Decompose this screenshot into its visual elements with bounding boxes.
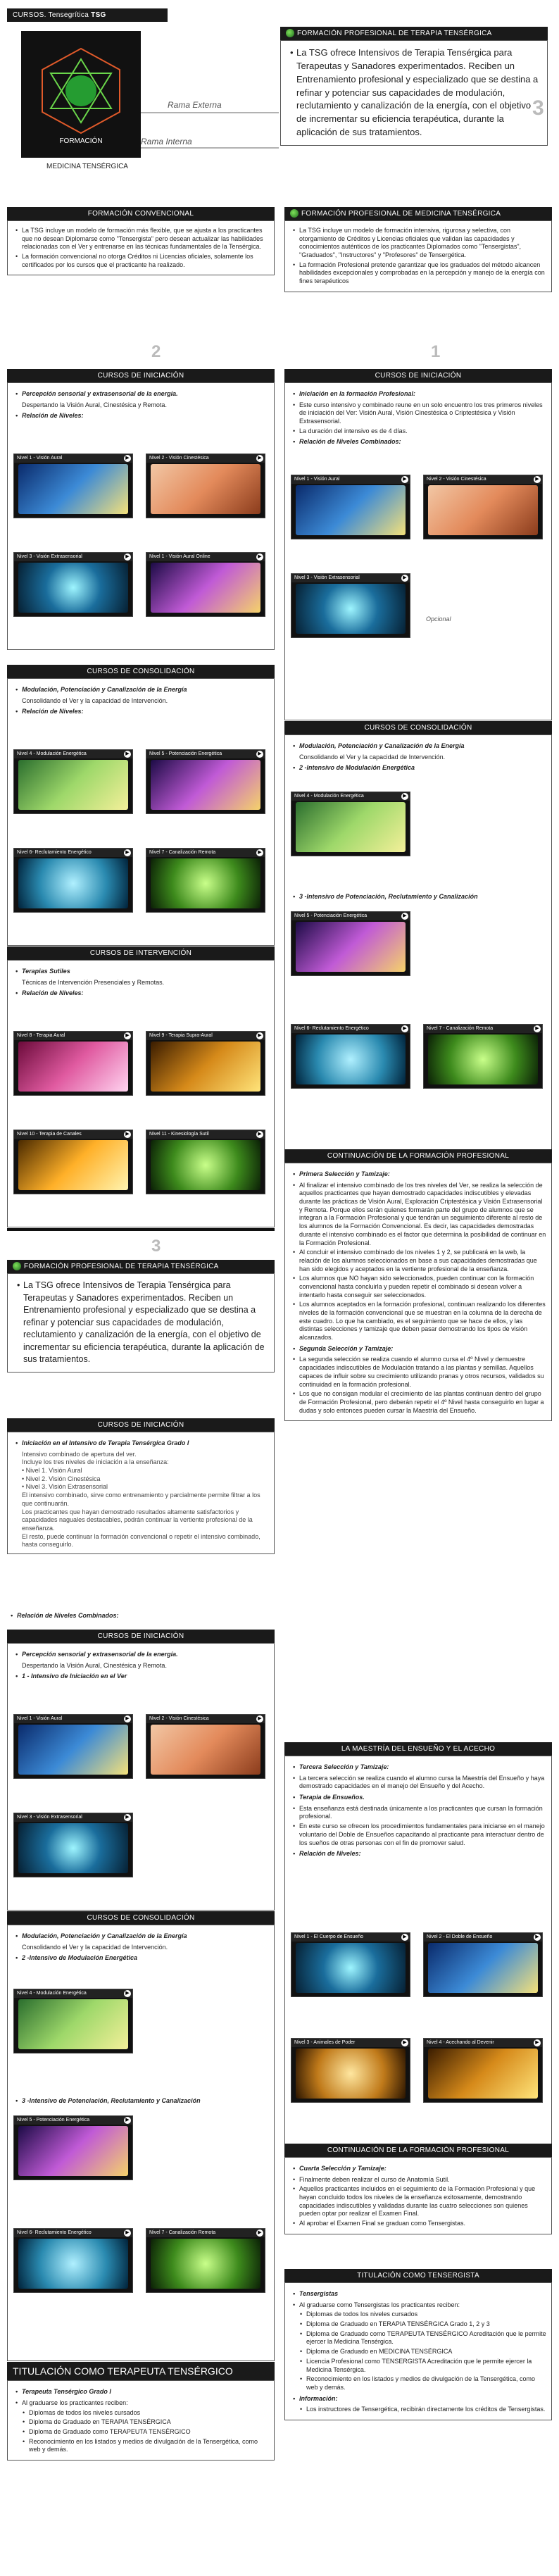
play-icon: ▶ <box>534 2039 541 2046</box>
divider <box>7 1228 275 1231</box>
right-con-item-2: • 3 -Intensivo de Potenciación, Reclutamiento y Canalización <box>289 893 478 901</box>
left-ini3-thumb-1[interactable] <box>13 1714 133 1779</box>
left-ini-thumb-2[interactable] <box>146 454 265 518</box>
left-int-thumb-3[interactable] <box>13 1130 133 1194</box>
step-3-marker: 3 <box>532 96 544 120</box>
left-ini-thumb-2-label: Nivel 2 - Visión Cinestésica <box>146 454 265 463</box>
right-con-thumb-1-label: Nivel 4 - Modulación Energética <box>291 792 410 801</box>
rama-interna-label: Rama Interna <box>141 137 192 146</box>
right-tit-heading: • Tensergistas <box>289 2290 547 2299</box>
left-ini-sub: Despertando la Visión Aural, Cinestésica y Remota. <box>22 401 167 408</box>
right-cont2-heading: • Cuarta Selección y Tamizaje: <box>289 2165 547 2173</box>
left-rel-comb: • Relación de Niveles Combinados: <box>7 1612 559 1620</box>
left-ini-thumb-4[interactable] <box>146 552 265 617</box>
right-cont2-title: CONTINUACIÓN DE LA FORMACIÓN PROFESIONAL <box>284 2144 552 2157</box>
left-ini2-line: El resto, puede continuar la formación convencional o repetir el intensivo combinado, hasta conseguirlo. <box>22 1532 260 1549</box>
play-icon: ▶ <box>401 793 408 800</box>
right-ini-bullet-2: • La duración del intensivo es de 4 días. <box>289 427 547 436</box>
left-ini3-thumb-3[interactable] <box>13 1813 133 1877</box>
right-mae-thumb-1[interactable] <box>291 1932 410 1997</box>
play-icon: ▶ <box>124 2117 131 2124</box>
left-con-rel: • Relación de Niveles: <box>12 708 270 716</box>
right-con-thumb-3[interactable] <box>291 1024 410 1089</box>
right-mae-thumb-4-label: Nivel 4 - Acechando al Devenir <box>424 2039 542 2047</box>
tsg-top-header <box>280 27 548 40</box>
left-int-rel: • Relación de Niveles: <box>12 989 270 998</box>
step-1-marker: 1 <box>431 342 441 361</box>
left-con-thumb-3-label: Nivel 6- Reclutamiento Energético <box>14 849 132 857</box>
left-int-thumb-3-label: Nivel 10 - Terapia de Canales <box>14 1130 132 1139</box>
top-badge-mark: TSG <box>91 11 106 19</box>
left-ini2-line: • Nivel 2. Visión Cinestésica <box>22 1475 101 1482</box>
left-con2-sub: Consolidando el Ver y la capacidad de Intervención. <box>22 1943 168 1951</box>
left-tit-intro: • Al graduarse los practicantes reciben: <box>12 2399 270 2408</box>
play-icon: ▶ <box>124 1814 131 1821</box>
left-con2-thumb-4-label: Nivel 7 - Canalización Remota <box>146 2229 265 2237</box>
left-ini2-line: Intensivo combinado de apertura del ver. <box>22 1450 137 1458</box>
right-mae-bullet-1: • La tercera selección se realiza cuando el alumno cursa la Maestría del Ensueño y haya demostrado capacidades en el manejo del Ensueño y del Acecho. <box>289 1775 547 1791</box>
left-ini-thumb-3-label: Nivel 3 - Visión Extrasensorial <box>14 553 132 561</box>
right-tit-intro: • Al graduarse como Tensergistas los practicantes reciben: <box>289 2301 547 2310</box>
left-ini3-card <box>7 1630 275 1911</box>
left-int-thumb-1-label: Nivel 8 - Terapia Aural <box>14 1032 132 1040</box>
logo-caption: MEDICINA TENSÉRGICA <box>46 163 128 170</box>
top-badge-text: CURSOS. Tensegrítica <box>13 11 89 19</box>
left-ini-heading: • Percepción sensorial y extrasensorial de la energía. <box>12 390 270 399</box>
left-ini3-thumb-1-label: Nivel 1 - Visión Aural <box>14 1715 132 1723</box>
tsg-left-title: FORMACIÓN PROFESIONAL DE TERAPIA TENSÉRGICA <box>24 1263 219 1270</box>
play-icon: ▶ <box>124 1032 131 1039</box>
tsg-top-title: FORMACIÓN PROFESIONAL DE TERAPIA TENSÉRGICA <box>297 30 492 37</box>
left-tit-heading: • Terapeuta Tensérgico Grado I <box>12 2388 270 2396</box>
right-cont-para: • Los que no consigan modular el crecimiento de las plantas continuan dentro del grupo de Formación Profesional, pero deberán repetir el 4º Nivel hasta conseguirlo en lugar a dudas y solo entonces pueden cursar la Maestría del Ensueño. <box>289 1390 547 1415</box>
left-ini3-thumb-3-label: Nivel 3 - Visión Extrasensorial <box>14 1813 132 1822</box>
play-icon: ▶ <box>534 1934 541 1941</box>
right-con-heading: • Modulación, Potenciación y Canalización de la Energía <box>289 742 547 751</box>
play-icon: ▶ <box>124 2230 131 2237</box>
play-icon: ▶ <box>124 1990 131 1997</box>
left-tit-item: • Diploma de Graduado como TERAPEUTA TENSÉRGICO <box>19 2428 270 2437</box>
play-icon: ▶ <box>401 1934 408 1941</box>
right-ini-thumb-1-label: Nivel 1 - Visión Aural <box>291 475 410 484</box>
left-con-thumb-3[interactable] <box>13 848 133 913</box>
tsg-logo-icon <box>13 1262 21 1270</box>
left-ini2-line: Los practicantes que hayan demostrado resultados altamente satisfactorios y capacidades naguales destacables, podrán continuar la vertiente profesional de la enseñanza. <box>22 1508 253 1532</box>
right-mae-thumb-4[interactable] <box>423 2038 543 2103</box>
left-con-thumb-4[interactable] <box>146 848 265 913</box>
right-cont2-bullet: • Al aprobar el Examen Final se graduan como Tensergistas. <box>289 2220 547 2228</box>
right-mae-thumb-3-label: Nivel 3 - Animales de Poder <box>291 2039 410 2047</box>
right-cont2-card <box>284 2144 552 2234</box>
left-con2-heading: • Modulación, Potenciación y Canalización de la Energía <box>12 1932 270 1941</box>
play-icon: ▶ <box>124 1131 131 1138</box>
play-icon: ▶ <box>124 455 131 462</box>
top-badge <box>7 8 168 22</box>
left-ini-thumb-4-label: Nivel 1 - Visión Aural Online <box>146 553 265 561</box>
left-ini-thumb-1[interactable] <box>13 454 133 518</box>
med-bullet-2: • La formación Profesional pretende garantizar que los graduados del método alcancen habilidades excepcionales y comprobadas en la percepción y manejo de la energía con fines terapéuticos <box>289 261 547 286</box>
left-con2-card <box>7 1911 275 2361</box>
left-con-thumb-2-label: Nivel 5 - Potenciación Energética <box>146 750 265 758</box>
tsg-left-card <box>7 1260 275 1373</box>
play-icon: ▶ <box>256 2230 263 2237</box>
med-card <box>284 207 552 292</box>
left-ini3-item: • 1 - Intensivo de Iniciación en el Ver <box>12 1672 270 1681</box>
right-cont-para: • Al finalizar el intensivo combinado de los tres niveles del Ver, se realiza la selección de aquellos practicantes que hayan demostrado capacidades indiscutibles y elevadas durante las prácticas de Visión Aural, Exploración Criptestésica y Visión Extrasensorial y Remota. Porque ellos serán quienes formarán parte del grupo de alumnos que se integran a la Formación Profesional y que tendrán un seguimiento diferente al resto de los alumnos de la Formación Convencional. Es decir, las capacidades demostradas durante el intensivo combinado es el factor que determina la posibilidad de continuar en la Formación Profesional. <box>289 1182 547 1248</box>
right-ini-rel: • Relación de Niveles Combinados: <box>289 438 547 446</box>
right-con-card <box>284 721 552 1150</box>
left-ini3-thumb-2[interactable] <box>146 1714 265 1779</box>
med-bullet-1: • La TSG incluye un modelo de formación intensiva, rigurosa y selectiva, con otorgamiento de Créditos y Licencias oficiales que validan las capacidades y conocimientos auténticos de los practicantes Diplomados como "Tensergistas", "Graduados", "Instructores" y "Profesores" de Tensergética. <box>289 227 547 260</box>
right-tit-item: • Licencia Profesional como TENSERGISTA Acreditación que le permite ejercer la Medicina Tensérgica. <box>296 2358 547 2374</box>
right-cont-heading-1: • Primera Selección y Tamizaje: <box>289 1170 547 1179</box>
left-ini3-title: CURSOS DE INICIACIÓN <box>7 1630 275 1643</box>
tsg-top-card <box>280 27 548 146</box>
left-con2-item-1: • 2 -Intensivo de Modulación Energética <box>12 1954 270 1963</box>
formacion-logo <box>21 31 141 158</box>
left-con2-thumb-1[interactable] <box>13 1989 133 2053</box>
right-mae-thumb-2-label: Nivel 2 - El Doble de Ensueño <box>424 1933 542 1942</box>
right-ini-title: CURSOS DE INICIACIÓN <box>284 369 552 382</box>
play-icon: ▶ <box>256 849 263 856</box>
play-icon: ▶ <box>124 751 131 758</box>
left-con-thumb-2[interactable] <box>146 749 265 814</box>
right-mae-bullet-2: • Esta enseñanza está destinada únicamente a los practicantes que cursan la formación profesional. <box>289 1805 547 1821</box>
rama-externa-label: Rama Externa <box>168 100 222 110</box>
step-3b-marker: 3 <box>151 1237 161 1256</box>
right-inf-bullet: • Los instructores de Tensergética, recibirán directamente los créditos de Tensergistas. <box>296 2406 547 2414</box>
conv-card <box>7 207 275 275</box>
right-con-thumb-3-label: Nivel 6- Reclutamiento Energético <box>291 1025 410 1033</box>
left-int-sub: Técnicas de Intervención Presenciales y Remotas. <box>22 978 165 986</box>
left-ini3-heading: • Percepción sensorial y extrasensorial de la energía. <box>12 1651 270 1659</box>
right-cont-title: CONTINUACIÓN DE LA FORMACIÓN PROFESIONAL <box>284 1149 552 1163</box>
right-mae-thumb-2[interactable] <box>423 1932 543 1997</box>
right-mae-thumb-3[interactable] <box>291 2038 410 2103</box>
right-ini-bullet-1: • Este curso intensivo y combinado reune en un solo encuentro los tres primeros niveles de iniciación del Ver: Visión Aural, Visión Cinestésica o Criptestésica y Visión Extrasensorial. <box>289 401 547 426</box>
left-int-thumb-2-label: Nivel 9 - Terapia Supra-Aural <box>146 1032 265 1040</box>
right-ini-thumb-2-label: Nivel 2 - Visión Cinestésica <box>424 475 542 484</box>
play-icon: ▶ <box>401 1025 408 1032</box>
right-cont2-bullet: • Aquellos practicantes incluidos en el seguimiento de la Formación Profesional y que hayan concluido todos los niveles de la enseñanza exitosamente, demostrando capacidades indiscutibles y validadas durante las cuatro selecciones son quienes pueden optar por realizar el Examen Final. <box>289 2185 547 2218</box>
left-ini-rel: • Relación de Niveles: <box>12 412 270 420</box>
med-header <box>284 207 552 220</box>
left-con2-thumb-3-label: Nivel 6- Reclutamiento Energético <box>14 2229 132 2237</box>
left-tit-title: TITULACIÓN COMO TERAPEUTA TENSÉRGICO <box>7 2362 275 2380</box>
left-con2-thumb-2[interactable] <box>13 2115 133 2180</box>
left-ini3-thumb-2-label: Nivel 2 - Visión Cinestésica <box>146 1715 265 1723</box>
conv-bullet-2: • La formación convencional no otorga Créditos ni Licencias oficiales, solamente los certificados por los cursos que el practicante ha realizado. <box>12 253 270 269</box>
left-con2-thumb-1-label: Nivel 4 - Modulación Energética <box>14 1989 132 1998</box>
left-tit-item: • Diplomas de todos los niveles cursados <box>19 2409 270 2418</box>
play-icon: ▶ <box>124 1715 131 1722</box>
left-int-thumb-4[interactable] <box>146 1130 265 1194</box>
left-con2-item-2: • 3 -Intensivo de Potenciación, Reclutamiento y Canalización <box>12 2097 201 2106</box>
right-ini-thumb-2[interactable] <box>423 475 543 539</box>
right-ini-thumb-1[interactable] <box>291 475 410 539</box>
right-con-thumb-4-label: Nivel 7 - Canalización Remota <box>424 1025 542 1033</box>
logo-label: FORMACIÓN <box>59 137 103 145</box>
play-icon: ▶ <box>534 1025 541 1032</box>
right-ini-thumb-3-label: Nivel 3 - Visión Extrasensorial <box>291 574 410 582</box>
play-icon: ▶ <box>256 1131 263 1138</box>
left-ini2-heading: • Iniciación en el Intensivo de Terapia Tensérgica Grado I <box>12 1439 270 1448</box>
left-con2-title: CURSOS DE CONSOLIDACIÓN <box>7 1911 275 1925</box>
left-ini2-line: • Nivel 1. Visión Aural <box>22 1467 82 1475</box>
left-ini-thumb-3[interactable] <box>13 552 133 617</box>
play-icon: ▶ <box>256 1032 263 1039</box>
right-ini-heading: • Iniciación en la formación Profesional: <box>289 390 547 399</box>
tsg-top-text: • La TSG ofrece Intensivos de Terapia Tensérgica para Terapeutas y Sanadores experimentados. Reciben un Entrenamiento profesional y especializado que se destina a refinar y potenciar sus capacidades de modulación, reclutamiento y canalización de la energía, con el objetivo de incrementar su eficiencia terapéutica, durante la aplicación de sus tratamientos. <box>287 46 541 139</box>
right-cont-para: • Al concluir el intensivo combinado de los niveles 1 y 2, se publicará en la web, la relación de los alumnos seleccionados en base a sus capacidades demostradas que han sido elegidos y aceptados en la vertiente profesional de la enseñanza. <box>289 1249 547 1273</box>
branch-lines <box>141 87 282 151</box>
right-cont-card <box>284 1149 552 1421</box>
right-con-thumb-2-label: Nivel 5 - Potenciación Energética <box>291 912 410 920</box>
right-tit-card <box>284 2269 552 2420</box>
tsg-top-body <box>280 40 548 146</box>
left-con-heading: • Modulación, Potenciación y Canalización de la Energía <box>12 686 270 694</box>
left-int-heading: • Terapias Sutiles <box>12 968 270 976</box>
right-con-title: CURSOS DE CONSOLIDACIÓN <box>284 721 552 734</box>
left-con2-thumb-3[interactable] <box>13 2228 133 2293</box>
right-con-thumb-1[interactable] <box>291 792 410 856</box>
right-mae-bullet-3: • En este curso se ofrecen los procedimientos fundamentales para iniciarse en el manejo voluntario del Doble de Ensueños capacitando al practicante para interactuar dentro de los sueños de otras personas con el fin de promover salud. <box>289 1822 547 1847</box>
right-ini-thumb-3[interactable] <box>291 573 410 638</box>
left-con-sub: Consolidando el Ver y la capacidad de Intervención. <box>22 696 168 704</box>
tsg-left-header <box>7 1260 275 1273</box>
left-int-thumb-1[interactable] <box>13 1031 133 1096</box>
right-tit-item: • Reconocimiento en los listados y medios de divulgación de la Tensergética, como web y demás. <box>296 2375 547 2391</box>
left-ini2-title: CURSOS DE INICIACIÓN <box>7 1418 275 1432</box>
conv-bullet-1: • La TSG incluye un modelo de formación más flexible, que se ajusta a los practicantes que no desean Diplomarse como "Tensergista" pero desean actualizar las habilidades relacionadas con el Ver y entrenarse en las técnicas fundamentales de la Tensérgica. <box>12 227 270 251</box>
right-tit-title: TITULACIÓN COMO TENSERGISTA <box>284 2269 552 2282</box>
left-ini3-sub: Despertando la Visión Aural, Cinestésica y Remota. <box>22 1661 167 1669</box>
right-mae-card <box>284 1742 552 2150</box>
right-con-thumb-4[interactable] <box>423 1024 543 1089</box>
right-cont-para: • Los alumnos aceptados en la formación profesional, continuan realizando los diferentes niveles de la formación convencional que se muestran en la columna de la derecha de este cuadro. Lo que ha cambiado, es el seguimiento que se hace de ellos, y las distintas selecciones y tamizaje que deben pasar demostrando los tipos de visión alcanzados. <box>289 1301 547 1342</box>
right-mae-heading-2: • Terapia de Ensueños. <box>289 1794 547 1802</box>
left-con-thumb-1-label: Nivel 4 - Modulación Energética <box>14 750 132 758</box>
right-tit-item: • Diploma de Graduado en TERAPIA TENSÉRGICA Grado 1, 2 y 3 <box>296 2320 547 2329</box>
right-cont2-bullet: • Finalmente deben realizar el curso de Anatomía Sutil. <box>289 2176 547 2184</box>
left-tit-item: • Reconocimiento en los listados y medios de divulgación de la Tensergética, como web y demás. <box>19 2438 270 2454</box>
left-ini2-line: El intensivo combinado, sirve como entrenamiento y parcialmente permite filtrar a los que continuarán. <box>22 1492 260 1507</box>
left-ini2-card <box>7 1418 275 1554</box>
conv-title: FORMACIÓN CONVENCIONAL <box>7 207 275 220</box>
right-tit-item: • Diplomas de todos los niveles cursados <box>296 2311 547 2319</box>
play-icon: ▶ <box>534 476 541 483</box>
tsg-logo-icon <box>290 209 299 218</box>
left-tit-item: • Diploma de Graduado en TERAPIA TENSÉRGICA <box>19 2418 270 2427</box>
right-mae-heading: • Tercera Selección y Tamizaje: <box>289 1763 547 1772</box>
left-ini-card <box>7 369 275 651</box>
left-ini-title: CURSOS DE INICIACIÓN <box>7 369 275 382</box>
right-cont-para: • Los alumnos que NO hayan sido seleccionados, pueden continuar con la formación convencional hasta concluirla y pueden repetir el combinado si desean volver a intentarlo hasta conseguir ser seleccionados. <box>289 1275 547 1299</box>
right-tit-item: • Diploma de Graduado como TERAPEUTA TENSÉRGICO Acreditación que le permite ejercer la Medicina Tensérgica. <box>296 2330 547 2346</box>
play-icon: ▶ <box>256 455 263 462</box>
right-con-thumb-2[interactable] <box>291 911 410 976</box>
right-mae-thumb-1-label: Nivel 1 - El Cuerpo de Ensueño <box>291 1933 410 1942</box>
left-ini2-line: Incluye los tres niveles de iniciación a la enseñanza: <box>22 1458 169 1466</box>
right-mae-title: LA MAESTRÍA DEL ENSUEÑO Y EL ACECHO <box>284 1742 552 1756</box>
left-con-card <box>7 665 275 946</box>
right-mae-rel: • Relación de Niveles: <box>289 1850 547 1858</box>
left-tit-card <box>7 2362 275 2461</box>
play-icon: ▶ <box>124 554 131 561</box>
tsg-logo-icon <box>286 29 294 37</box>
right-con-sub: Consolidando el Ver y la capacidad de Intervención. <box>299 753 446 761</box>
left-con-title: CURSOS DE CONSOLIDACIÓN <box>7 665 275 678</box>
med-title: FORMACIÓN PROFESIONAL DE MEDICINA TENSÉRGICA <box>301 210 501 218</box>
play-icon: ▶ <box>401 2039 408 2046</box>
play-icon: ▶ <box>256 1715 263 1722</box>
right-ini-optional: Opcional <box>426 615 451 623</box>
play-icon: ▶ <box>401 913 408 920</box>
step-2-marker: 2 <box>151 342 161 361</box>
left-con-thumb-1[interactable] <box>13 749 133 814</box>
left-int-title: CURSOS DE INTERVENCIÓN <box>7 946 275 960</box>
right-ini-card <box>284 369 552 720</box>
left-int-thumb-2[interactable] <box>146 1031 265 1096</box>
play-icon: ▶ <box>401 476 408 483</box>
left-con-thumb-4-label: Nivel 7 - Canalización Remota <box>146 849 265 857</box>
right-cont-para: • La segunda selección se realiza cuando el alumno cursa el 4º Nivel y demuestre capacidades indiscutibles de Modulación tratando a las plantas y semillas. Aquellos capaces de influir sobre su crecimiento utilizando pranas y otros recursos, validados su continuidad en la formación profesional. <box>289 1356 547 1389</box>
right-inf-heading: • Información: <box>289 2395 547 2403</box>
left-int-card <box>7 946 275 1227</box>
tsg-left-text: • La TSG ofrece Intensivos de Terapia Tensérgica para Terapeutas y Sanadores experimentados. Reciben un Entrenamiento profesional y especializado que se destina a refinar y potenciar sus capacidades de modulación, reclutamiento y canalización de la energía, con el objetivo de incrementar su eficiencia terapéutica, durante la aplicación de sus tratamientos. <box>13 1280 268 1366</box>
play-icon: ▶ <box>256 554 263 561</box>
left-con2-thumb-2-label: Nivel 5 - Potenciación Energética <box>14 2116 132 2125</box>
right-con-item-1: • 2 -Intensivo de Modulación Energética <box>289 764 547 773</box>
right-cont-heading-2: • Segunda Selección y Tamizaje: <box>289 1345 547 1353</box>
left-int-thumb-4-label: Nivel 11 - Kinesiología Sutil <box>146 1130 265 1139</box>
play-icon: ▶ <box>256 751 263 758</box>
left-ini2-line: • Nivel 3. Visión Extrasensorial <box>22 1483 108 1491</box>
play-icon: ▶ <box>124 849 131 856</box>
play-icon: ▶ <box>401 575 408 582</box>
left-con2-thumb-4[interactable] <box>146 2228 265 2293</box>
left-ini-thumb-1-label: Nivel 1 - Visión Aural <box>14 454 132 463</box>
right-tit-item: • Diploma de Graduado en MEDICINA TENSÉRGICA <box>296 2348 547 2356</box>
